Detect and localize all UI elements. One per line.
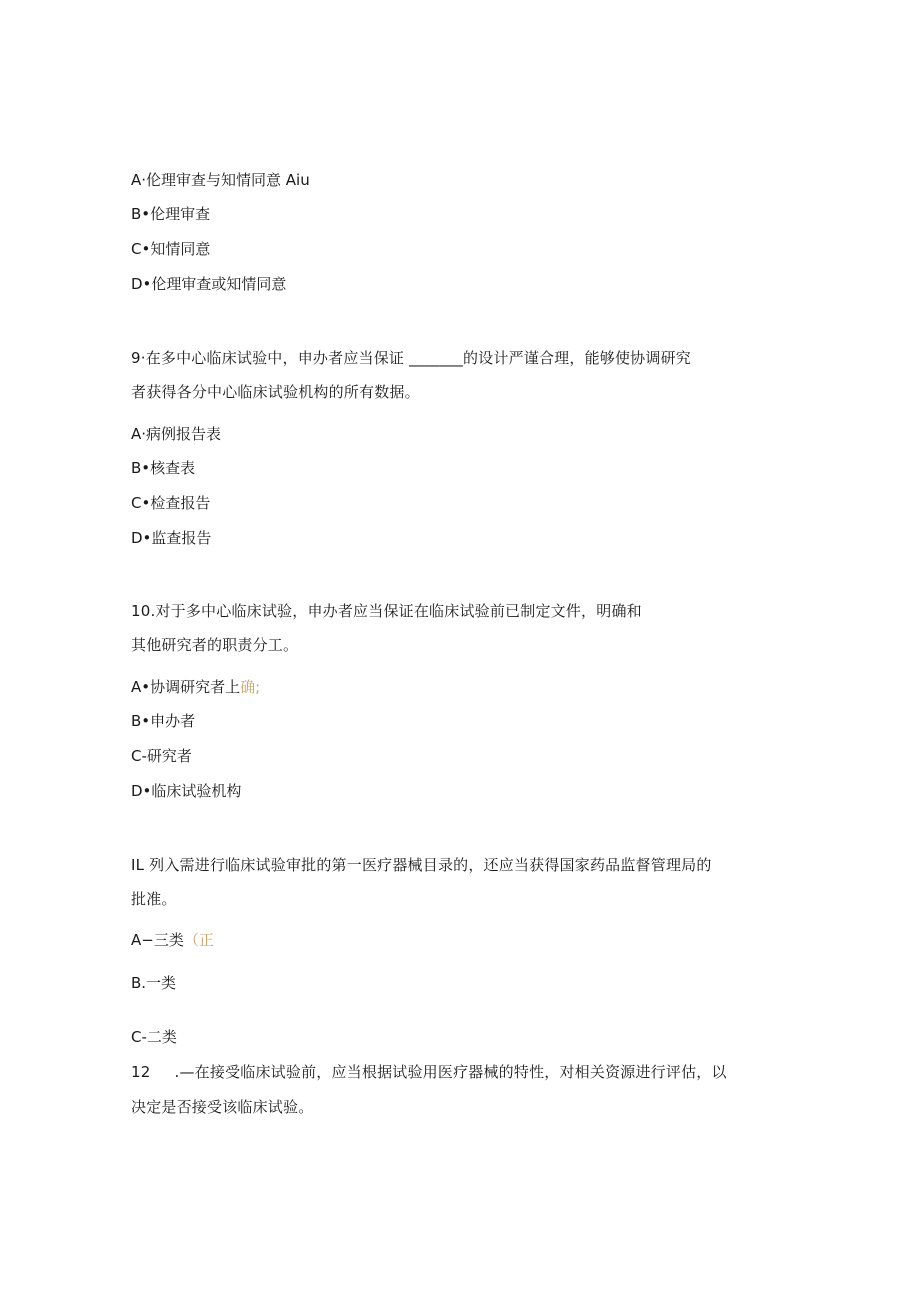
q10-text-line2: 其他研究者的职责分工。 [131,636,299,654]
q11-option-a [131,930,214,950]
q9-option-a: A·病例报告表 [131,425,222,443]
q10-option-c: C-研究者 [131,747,192,765]
answer-mark: 确; [240,678,261,696]
answer-mark: （正 [183,931,214,949]
q12-text-line1 [131,1062,727,1082]
q8-option-a: A·伦理审查与知情同意 Aiu [131,171,310,189]
q10-option-a-label: A•协调研究者上 [131,678,241,696]
q12-text: .—在接受临床试验前，应当根据试验用医疗器械的特性，对相关资源进行评估，以 [174,1063,727,1081]
q8-option-b: B•伦理审查 [131,205,211,223]
q10-option-d: D•临床试验机构 [131,782,242,800]
q11-text-line1: IL 列入需进行临床试验审批的第一医疗器械目录的，还应当获得国家药品监督管理局的 [131,856,712,874]
q11-option-b: B.一类 [131,974,177,992]
q9-text-line2: 者获得各分中心临床试验机构的所有数据。 [131,383,420,401]
q11-option-c: C-二类 [131,1028,177,1046]
q11-text-line2: 批准。 [131,890,177,908]
q9-option-b: B•核查表 [131,459,196,477]
q12-number: 12 [131,1063,151,1081]
q8-option-c: C•知情同意 [131,240,211,258]
q9-text-line1: 9·在多中心临床试验中，申办者应当保证 _______的设计严谨合理，能够使协调研究 [131,349,691,367]
q9-option-d: D•监查报告 [131,529,212,547]
q9-option-c: C•检查报告 [131,494,211,512]
q10-option-b: B•申办者 [131,712,196,730]
q10-text-line1: 10.对于多中心临床试验，申办者应当保证在临床试验前已制定文件，明确和 [131,602,642,620]
q11-option-a-label: A−三类 [131,931,184,949]
q10-option-a [131,677,260,697]
q8-option-d: D•伦理审查或知情同意 [131,275,287,293]
q12-text-line2: 决定是否接受该临床试验。 [131,1098,314,1116]
